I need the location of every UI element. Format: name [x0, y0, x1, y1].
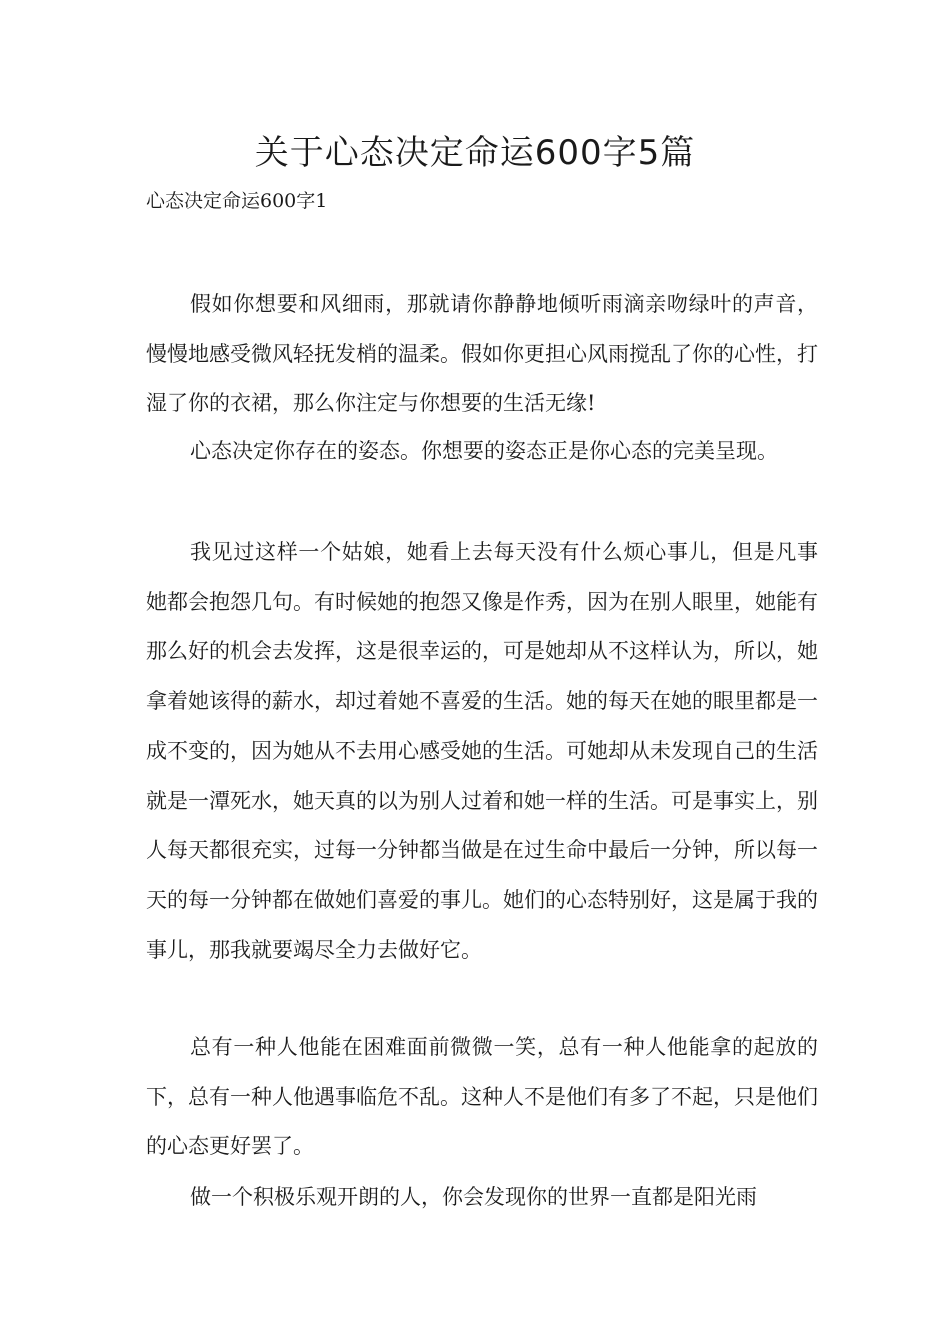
section-subtitle: 心态决定命运600字1 [146, 190, 328, 212]
paragraph-4: 总有一种人他能在困难面前微微一笑，总有一种人他能拿的起放的下，总有一种人他遇事临危不乱。这种人不是他们有多了不起，只是他们的心态更好罢了。 [146, 1035, 818, 1159]
paragraph-3: 我见过这样一个姑娘，她看上去每天没有什么烦心事儿，但是凡事她都会抱怨几句。有时候她的抱怨又像是作秀，因为在别人眼里，她能有那么好的机会去发挥，这是很幸运的，可是她却从不这样认为，所以，她拿着她该得的薪水，却过着她不喜爱的生活。她的每天在她的眼里都是一成不变的，因为她从不去用心感受她的生活。可她却从未发现自己的生活就是一潭死水，她天真的以为别人过着和她一样的生活。可是事实上，别人每天都很充实，过每一分钟都当做是在过生命中最后一分钟，所以每一天的每一分钟都在做她们喜爱的事儿。她们的心态特别好，这是属于我的事儿，那我就要竭尽全力去做好它。 [146, 540, 818, 962]
paragraph-1: 假如你想要和风细雨，那就请你静静地倾听雨滴亲吻绿叶的声音，慢慢地感受微风轻抚发梢的温柔。假如你更担心风雨搅乱了你的心性，打湿了你的衣裙，那么你注定与你想要的生活无缘! [146, 292, 818, 416]
document-title: 关于心态决定命运600字5篇 [254, 133, 696, 173]
paragraph-2: 心态决定你存在的姿态。你想要的姿态正是你心态的完美呈现。 [190, 439, 778, 463]
paragraph-5: 做一个积极乐观开朗的人，你会发现你的世界一直都是阳光雨 [190, 1185, 757, 1209]
